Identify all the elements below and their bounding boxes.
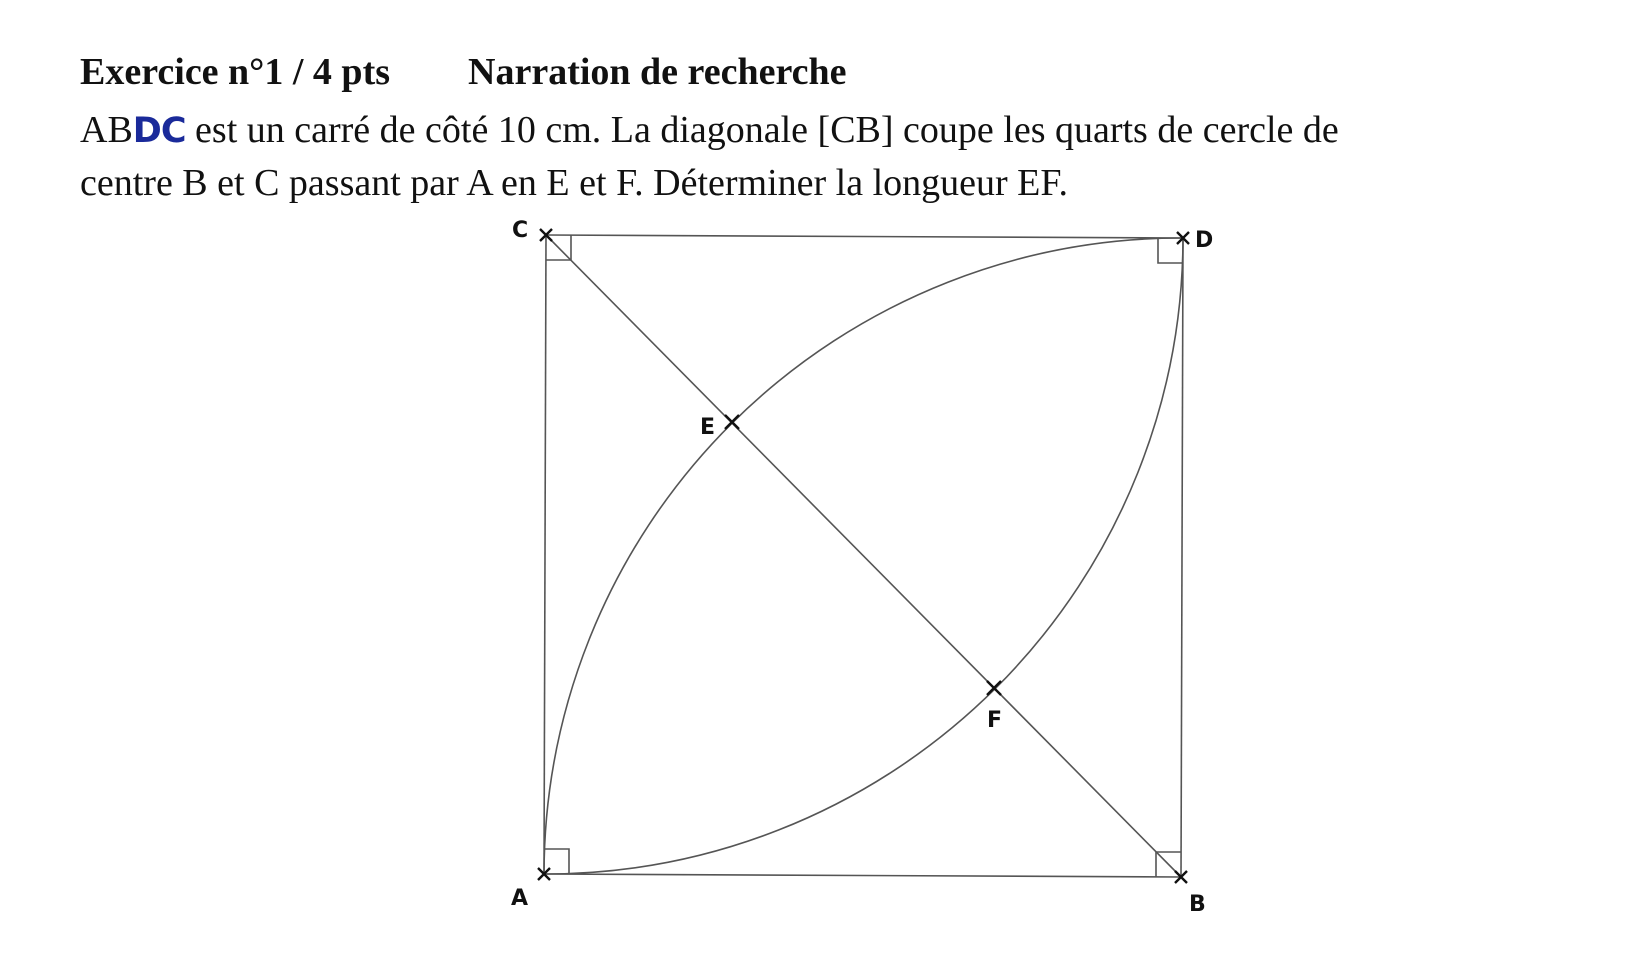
exercise-title: Exercice n°1 / 4 pts	[80, 51, 391, 93]
statement-line-1-text: est un carré de côté 10 cm. La diagonale [CB] coupe les quarts de cercle de	[185, 109, 1339, 151]
point-mark-E	[725, 415, 739, 429]
label-F: F	[987, 708, 1003, 733]
side-BA	[544, 874, 1181, 877]
handwritten-correction: DC	[132, 111, 186, 151]
diagonal-CB	[546, 235, 1181, 877]
exercise-subtitle: Narration de recherche	[468, 51, 847, 93]
label-D: D	[1195, 228, 1214, 253]
statement-line-2: centre B et C passant par A en E et F. Déterminer la longueur EF.	[80, 162, 1068, 204]
side-AC	[544, 235, 546, 874]
label-E: E	[700, 415, 716, 440]
statement-prefix: AB	[80, 109, 133, 151]
point-mark-F	[987, 681, 1001, 695]
label-A: A	[511, 886, 529, 911]
label-C: C	[512, 218, 529, 243]
side-DB	[1181, 238, 1183, 877]
label-B: B	[1189, 892, 1206, 917]
side-CD	[546, 235, 1183, 238]
